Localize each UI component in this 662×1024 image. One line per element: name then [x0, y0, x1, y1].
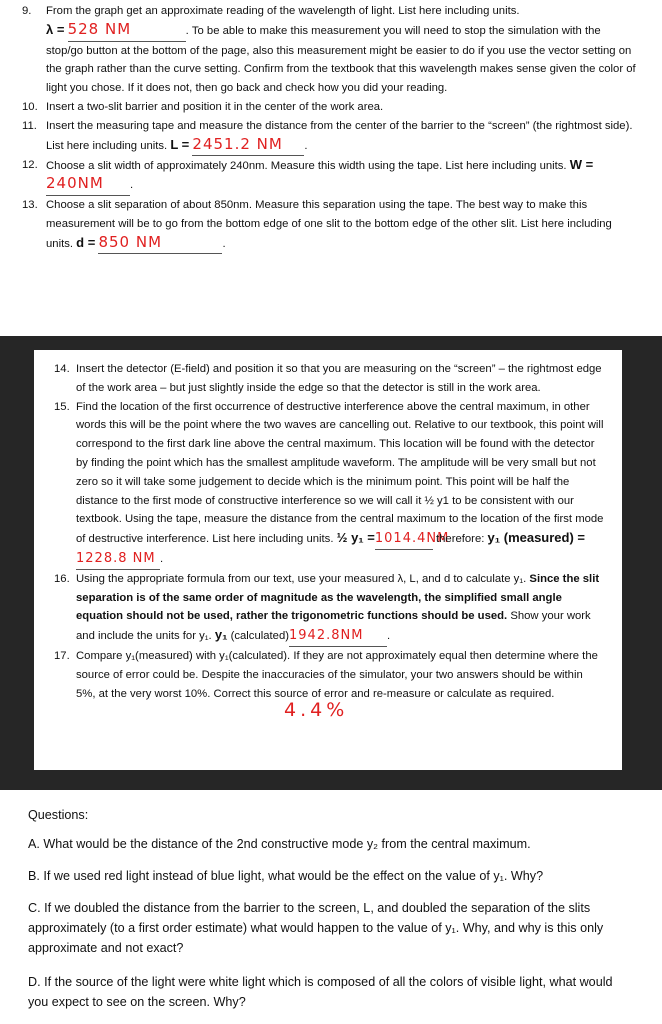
question-number: 12.	[22, 159, 38, 172]
question-bold-text: Since the slit separation is of the same order of magnitude as the wavelength, the simplified small angle equation should not be used, rather the trigonometric functions should be used.	[76, 572, 600, 623]
y1-calculated-suffix: (calculated)	[230, 630, 289, 643]
questions-panel	[0, 790, 662, 1024]
separation-symbol: d =	[76, 234, 96, 250]
question-text: Insert a two-slit barrier and position it in the center of the work area.	[46, 100, 384, 113]
length-answer: 2451.2 NM	[192, 134, 283, 153]
question-text: Choose a slit width of approximately 240nm. Measure this width using the tape. List here including units.	[46, 160, 567, 173]
question-text: Insert the detector (E-field) and position it so that you are measuring on the “screen” – the rightmost edge of the work area – but just slightly inside the edge so that the detector is still in the work area.	[76, 363, 602, 394]
question-number: 10.	[22, 100, 38, 113]
wavelength-answer-field[interactable]	[67, 19, 186, 42]
y1-measured-answer-field[interactable]	[76, 550, 160, 570]
question-number: 9.	[22, 5, 32, 17]
length-symbol: L =	[170, 136, 190, 152]
question-text-cont: Show your work and include the units for y₁.	[76, 610, 591, 643]
question-number: 14.	[54, 363, 70, 375]
question-d: D. If the source of the light were white light which is composed of all the colors of visible light, what would you expect to see on the screen. Why?	[28, 975, 613, 1009]
separation-answer-field[interactable]	[98, 232, 222, 255]
question-number: 16.	[54, 572, 70, 585]
question-text: Compare y₁(measured) with y₁(calculated). If they are not approximately equal then determine where the source of error could be. Despite the inaccuracies of the simulator, your two answers should be within 5%, at the very worst 10%. Correct this source of error and re-measure or calculate as required.	[76, 649, 598, 700]
percent-error-answer: 4.4%	[284, 699, 349, 722]
therefore-label: therefore:	[436, 533, 485, 546]
question-text: From the graph get an approximate reading of the wavelength of light. List here including units.	[46, 5, 520, 17]
question-12: 12. Choose a slit width of approximately 240nm. Measure this width using the tape. List here including units. W = 240NM .	[22, 156, 636, 196]
width-answer-field[interactable]	[46, 176, 130, 196]
question-b: B. If we used red light instead of blue light, what would be the effect on the value of y₁. Why?	[28, 869, 544, 883]
wavelength-symbol: λ =	[46, 21, 65, 37]
question-13: 13. Choose a slit separation of about 850nm. Measure this separation using the tape. The best way to make this measurement will be to go from the bottom edge of one slit to the bottom edge of the other slit. List here including units. d = 850 NM .	[22, 196, 636, 254]
y1-calculated-answer: 1942.8NM	[289, 628, 364, 644]
wavelength-answer: 528 NM	[67, 19, 132, 38]
question-a: A. What would be the distance of the 2nd constructive mode y₂ from the central maximum.	[28, 837, 531, 851]
question-14	[54, 360, 604, 398]
question-10	[22, 98, 636, 117]
width-symbol: W =	[569, 157, 594, 173]
question-11: 11. Insert the measuring tape and measure the distance from the center of the barrier to the “screen” (the rightmost side). List here including units. L = 2451.2 NM .	[22, 117, 636, 157]
question-16: 16. Using the appropriate formula from our text, use your measured λ, L, and d to calculate y₁. Since the slit separation is of the same order of magnitude as the wavelength, the simplified small angle equation should not be used, rather the trigonometric functions should be used. Show your work and include the units for y₁. y₁ (calculated)1942.8NM .	[54, 570, 604, 647]
y1-calculated-answer-field[interactable]	[289, 627, 387, 647]
question-17	[54, 647, 604, 723]
question-text: Find the location of the first occurrence of destructive interference above the central maximum, in other words this will be the point where the two waves are cancelling out. Relative to our textbook, this point will correspond to the first dark line above the central maximum. This location will be found with the detector by finding the point which has the smallest amplitude waveform. The amplitude will be very small but not zero so it will take some judgement to decide which is the minimum point. This point will be half the distance to the first mode of constructive interference so we will call it ½ y1 to be consistent with our textbook. Using the tape, measure the distance from the central maximum to the location of the first mode of destructive interference. List here including units.	[76, 400, 604, 546]
question-text: Insert the measuring tape and measure the distance from the center of the barrier to the “screen” (the rightmost side). List here including units.	[46, 119, 633, 152]
y1-measured-answer: 1228.8 NM	[76, 550, 156, 566]
question-number: 15.	[54, 400, 70, 413]
length-answer-field[interactable]	[192, 134, 304, 157]
question-text: Choose a slit separation of about 850nm. Measure this separation using the tape. The best way to make this measurement will be to go from the bottom edge of one slit to the bottom edge of the other slit. List here including units.	[46, 198, 612, 250]
half-y1-answer: 1014.4NM	[374, 531, 450, 547]
question-15: 15. Find the location of the first occurrence of destructive interference above the central maximum, in other words this will be the point where the two waves are cancelling out. Relative to our textbook, this point will correspond to the first dark line above the central maximum. This location will be found with the detector by finding the point which has the smallest amplitude waveform. The amplitude will be very small but not zero so it will take some judgement to decide which is the minimum point. This point will be half the distance to the first mode of constructive interference so we will call it ½ y1 to be consistent with our textbook. Using the tape, measure the distance from the central maximum to the location of the first mode of destructive interference. List here including units. ½ y₁ =1014.4NM therefore: y₁ (measured) = 1228.8 NM .	[54, 398, 604, 570]
question-number: 13.	[22, 198, 38, 211]
question-text-cont: . To be able to make this measurement you will need to stop the simulation with the stop/go button at the bottom of the page, also this measurement might be easier to do if you use the vector setting on the graph rather than the curve setting. Confirm from the textbook that this wavelength makes sense given the color of light you chose. If it does not, then go back and check how you did your reading.	[46, 24, 636, 95]
questions-heading: Questions:	[28, 808, 89, 822]
question-number: 17.	[54, 649, 70, 662]
question-text: Using the appropriate formula from our text, use your measured λ, L, and d to calculate y₁.	[76, 572, 527, 585]
worksheet-panel-2	[34, 350, 622, 770]
question-number: 11.	[22, 119, 37, 132]
separation-answer: 850 NM	[98, 232, 163, 251]
half-y1-answer-field[interactable]	[374, 530, 450, 550]
width-answer: 240NM	[46, 174, 104, 193]
half-y1-label: ½ y₁ =	[336, 530, 375, 546]
question-9	[22, 2, 636, 98]
worksheet-panel-1	[0, 0, 662, 336]
question-c: C. If we doubled the distance from the barrier to the screen, L, and doubled the separation of the slits approximately (to a first order estimate) what would happen to the value of y₁. Why, and why is this only approximate and not exact?	[28, 901, 604, 955]
y1-calculated-label: y₁	[214, 627, 228, 643]
y1-measured-label: y₁ (measured) =	[487, 530, 586, 546]
